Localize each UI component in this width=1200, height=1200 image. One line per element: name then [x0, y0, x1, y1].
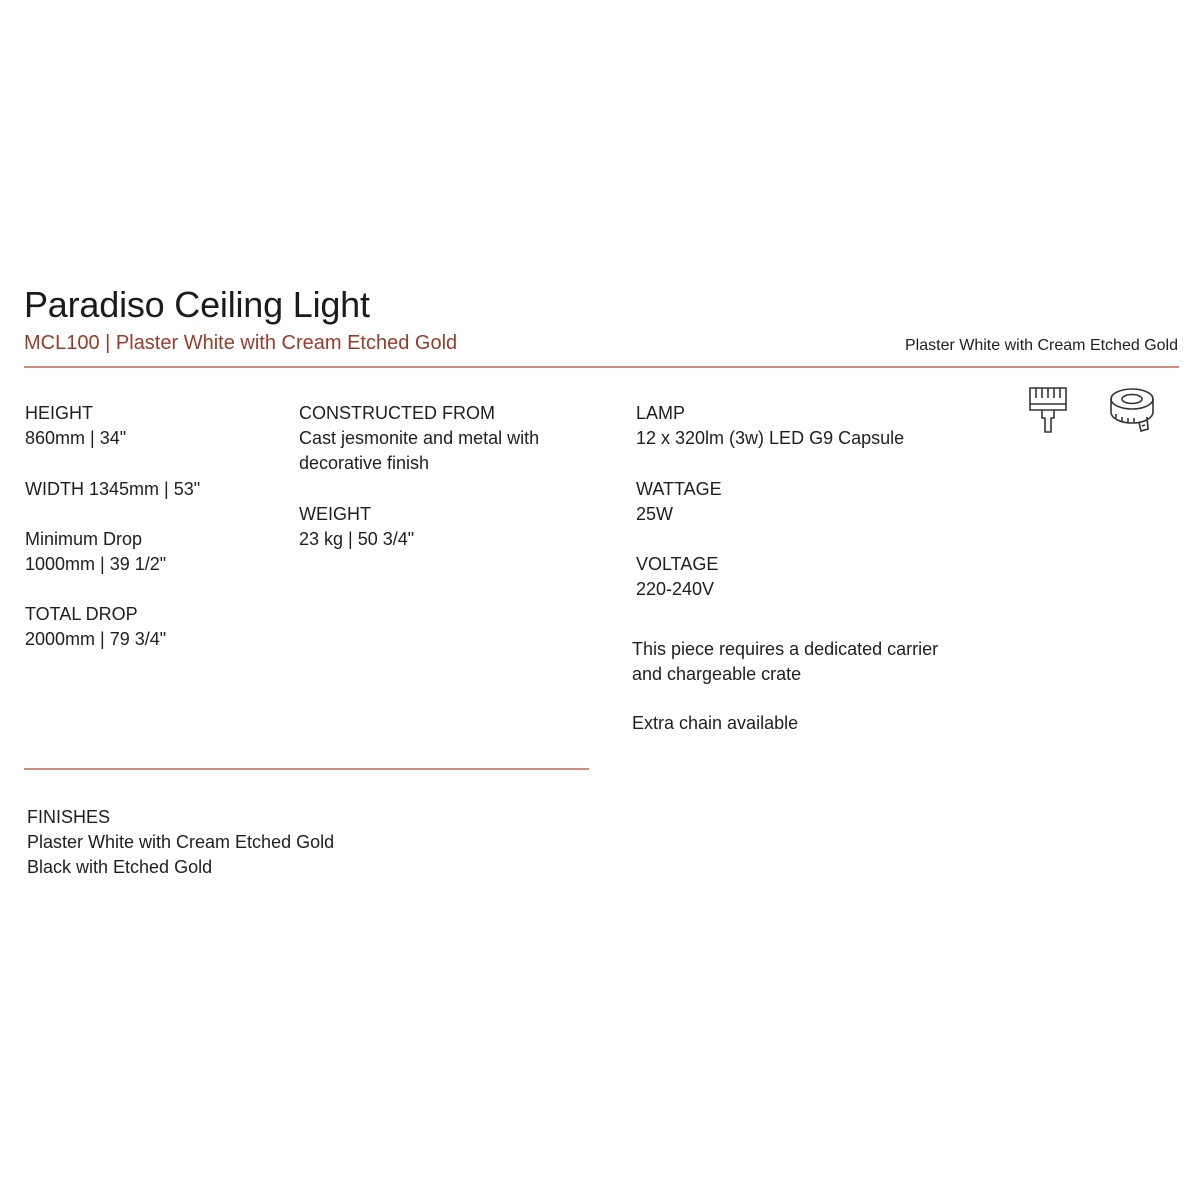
- spec-total-drop-value: 2000mm | 79 3/4": [25, 629, 167, 649]
- spec-constructed-from-line2: decorative finish: [299, 453, 430, 473]
- spec-lamp: [636, 401, 904, 451]
- paint-brush-icon: [1022, 384, 1074, 436]
- spec-voltage: [636, 552, 718, 602]
- spec-voltage-label: VOLTAGE: [636, 554, 719, 574]
- spec-width: [25, 477, 200, 502]
- product-subtitle: MCL100 | Plaster White with Cream Etched Gold: [24, 332, 458, 354]
- spec-height: [25, 401, 126, 451]
- spec-total-drop-label: TOTAL DROP: [25, 604, 138, 624]
- header-divider: [24, 366, 1179, 368]
- spec-weight-value: 23 kg | 50 3/4": [299, 529, 415, 549]
- spec-constructed-from: [299, 401, 539, 476]
- section-divider: [24, 768, 589, 770]
- spec-height-label: HEIGHT: [25, 403, 94, 423]
- current-finish-label: Plaster White with Cream Etched Gold: [905, 337, 1178, 354]
- spec-minimum-drop-value: 1000mm | 39 1/2": [25, 554, 167, 574]
- spec-minimum-drop-label: Minimum Drop: [25, 529, 143, 549]
- spec-voltage-value: 220-240V: [636, 579, 715, 599]
- spec-minimum-drop: [25, 527, 166, 577]
- finishes-section: [27, 805, 334, 880]
- carrier-note-line2: and chargeable crate: [632, 664, 802, 684]
- spec-wattage-label: WATTAGE: [636, 479, 722, 499]
- spec-weight-label: WEIGHT: [299, 504, 371, 524]
- finish-item: Plaster White with Cream Etched Gold: [27, 832, 335, 852]
- spec-width-text: WIDTH 1345mm | 53": [25, 479, 201, 499]
- carrier-note: [632, 637, 938, 687]
- finishes-label: FINISHES: [27, 807, 111, 827]
- spec-constructed-from-line1: Cast jesmonite and metal with: [299, 428, 540, 448]
- spec-wattage: [636, 477, 722, 527]
- tape-measure-icon: [1106, 384, 1158, 436]
- extra-chain-text: Extra chain available: [632, 713, 799, 733]
- carrier-note-line1: This piece requires a dedicated carrier: [632, 639, 939, 659]
- extra-chain-note: [632, 711, 798, 736]
- spec-weight: [299, 502, 414, 552]
- spec-lamp-label: LAMP: [636, 403, 686, 423]
- spec-constructed-from-label: CONSTRUCTED FROM: [299, 403, 495, 423]
- page-title: Paradiso Ceiling Light: [24, 284, 370, 325]
- spec-wattage-value: 25W: [636, 504, 674, 524]
- spec-lamp-value: 12 x 320lm (3w) LED G9 Capsule: [636, 428, 905, 448]
- spec-height-value: 860mm | 34": [25, 428, 127, 448]
- spec-total-drop: [25, 602, 166, 652]
- finish-item: Black with Etched Gold: [27, 857, 213, 877]
